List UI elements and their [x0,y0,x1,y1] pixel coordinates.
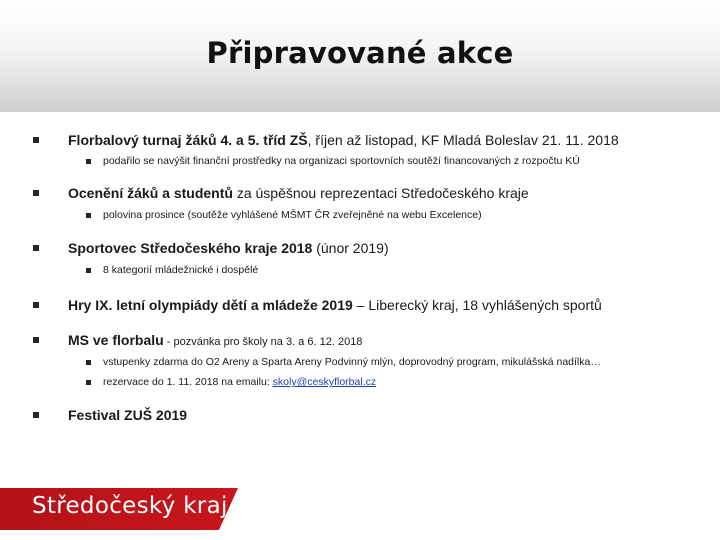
bullet-icon [33,337,39,343]
bullet-icon [33,137,39,143]
bullet-icon [33,245,39,251]
bullet-icon [86,213,91,218]
item-text: , říjen až listopad, KF Mladá Boleslav 21. 11. 2018 [307,132,619,148]
item-bold: Hry IX. letní olympiády dětí a mládeže 2019 [68,297,353,313]
sub-item-text: rezervace do 1. 11. 2018 na emailu: [103,376,273,388]
bullet-icon [33,412,39,418]
bullet-icon [33,190,39,196]
page-title: Připravované akce [206,36,514,70]
item-text: - pozvánka pro školy na 3. a 6. 12. 2018 [163,336,363,348]
sub-item-text: polovina prosince (soutěže vyhlášené MŠMT ČR zveřejněné na webu Excelence) [103,209,482,221]
item-bold: Ocenění žáků a studentů [68,185,233,201]
email-link[interactable]: skoly@ceskyflorbal.cz [272,376,377,388]
sub-item-text: 8 kategorií mládežnické i dospělé [103,264,259,276]
item-text: (únor 2019) [312,240,389,256]
bullet-icon [33,302,39,308]
bullet-icon [86,159,91,164]
sub-item-text: podařilo se navýšit finanční prostředky na organizaci sportovních soutěží financovaných z rozpočtu KÚ [103,155,580,167]
logo-text: Středočeský kraj [32,493,228,519]
item-bold: Festival ZUŠ 2019 [68,407,188,423]
item-text: – Liberecký kraj, 18 vyhlášených sportů [352,297,602,313]
item-bold: MS ve florbalu [68,332,164,348]
bullet-icon [86,380,91,385]
item-text: za úspěšnou reprezentaci Středočeského kraje [232,185,529,201]
item-bold: Sportovec Středočeského kraje 2018 [68,240,313,256]
bullet-icon [86,360,91,365]
item-bold: Florbalový turnaj žáků 4. a 5. tříd ZŠ [68,132,308,148]
sub-item-text: vstupenky zdarma do O2 Areny a Sparta Areny Podvinný mlýn, doprovodný program, mikulášská nadílka… [103,356,601,368]
bullet-icon [86,268,91,273]
